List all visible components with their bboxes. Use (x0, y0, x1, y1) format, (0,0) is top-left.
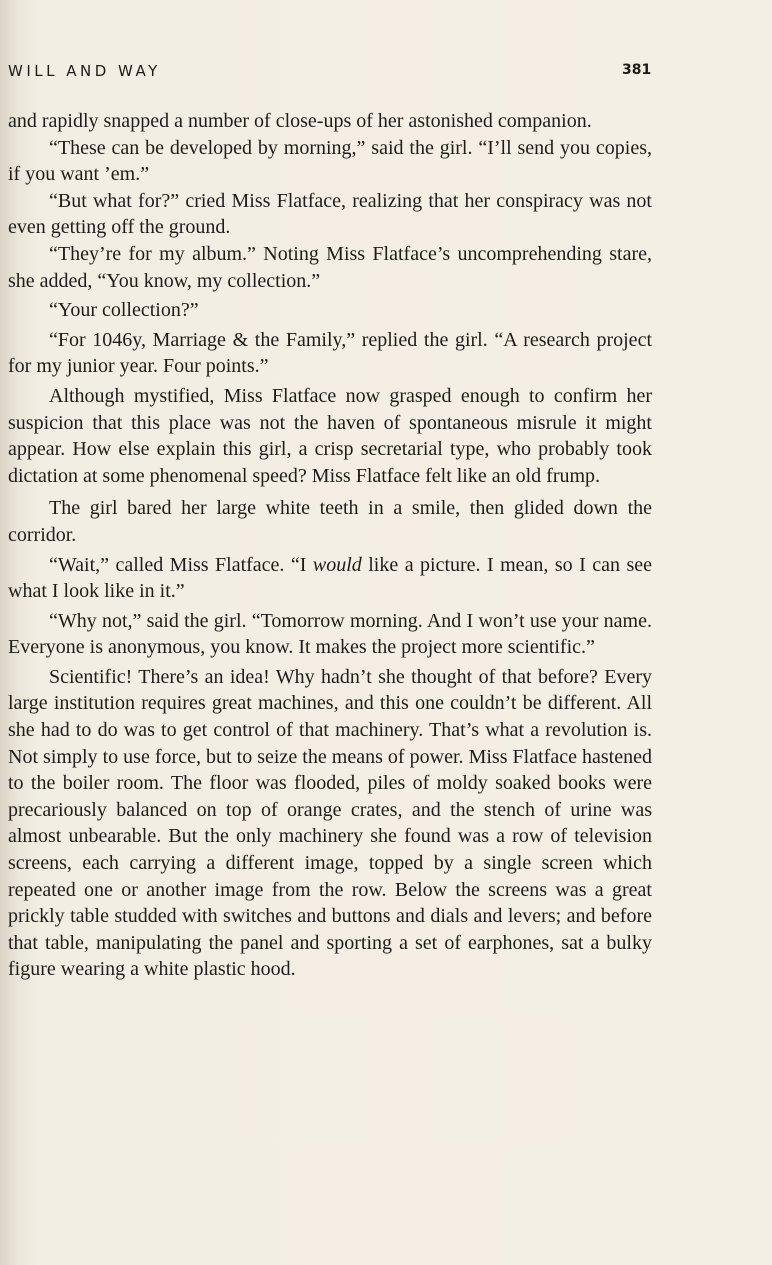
emphasized-word: would (312, 553, 362, 576)
running-title: WILL AND WAY (8, 62, 161, 80)
paragraph-text-before: “Wait,” called Miss Flatface. “I (49, 553, 313, 576)
paragraph: Although mystified, Miss Flatface now grasped enough to confirm her suspicion that this place was not the haven of spontaneous misrule it might appear. How else explain this girl, a crisp secretarial type, who probably took dictation at some phenomenal speed? Miss Flatface felt like an old frump. (8, 384, 652, 487)
paragraph (8, 552, 652, 605)
paragraph: “But what for?” cried Miss Flatface, realizing that her conspiracy was not even getting off the ground. (8, 189, 652, 239)
page-number: 381 (622, 62, 652, 78)
paragraph: “They’re for my album.” Noting Miss Flatface’s uncomprehending stare, she added, “You know, my collection.” (8, 242, 652, 292)
paragraph: and rapidly snapped a number of close-ups of her astonished companion. (8, 110, 592, 132)
paragraph: “Your collection?” (49, 299, 199, 322)
paragraph: “Why not,” said the girl. “Tomorrow morning. And I won’t use your name. Everyone is anonymous, you know. It makes the project more scientific.” (8, 609, 652, 659)
body-text (8, 108, 652, 983)
paragraph: “For 1046y, Marriage & the Family,” replied the girl. “A research project for my junior year. Four points.” (8, 328, 652, 378)
paragraph: “These can be developed by morning,” said the girl. “I’ll send you copies, if you want ’em.” (8, 136, 652, 186)
paragraph-text-after: like a picture. I mean, so I can see what I look like in it.” (8, 553, 652, 603)
paragraph: Scientific! There’s an idea! Why hadn’t she thought of that before? Every large institution requires great machines, and this one couldn’t be different. All she had to do was to get control of that machinery. That’s what a revolution is. Not simply to use force, but to seize the means of power. Miss Flatface hastened to the boiler room. The floor was flooded, piles of moldy soaked books were precariously balanced on top of orange crates, and the stench of urine was almost unbearable. But the only machinery she found was a row of television screens, each carrying a different image, topped by a single screen which repeated one or another image from the row. Below the screens was a great prickly table studded with switches and buttons and dials and levers; and before that table, manipulating the panel and sporting a set of earphones, sat a bulky figure wearing a white plastic hood. (8, 665, 652, 981)
paragraph: The girl bared her large white teeth in a smile, then glided down the corridor. (8, 497, 652, 546)
